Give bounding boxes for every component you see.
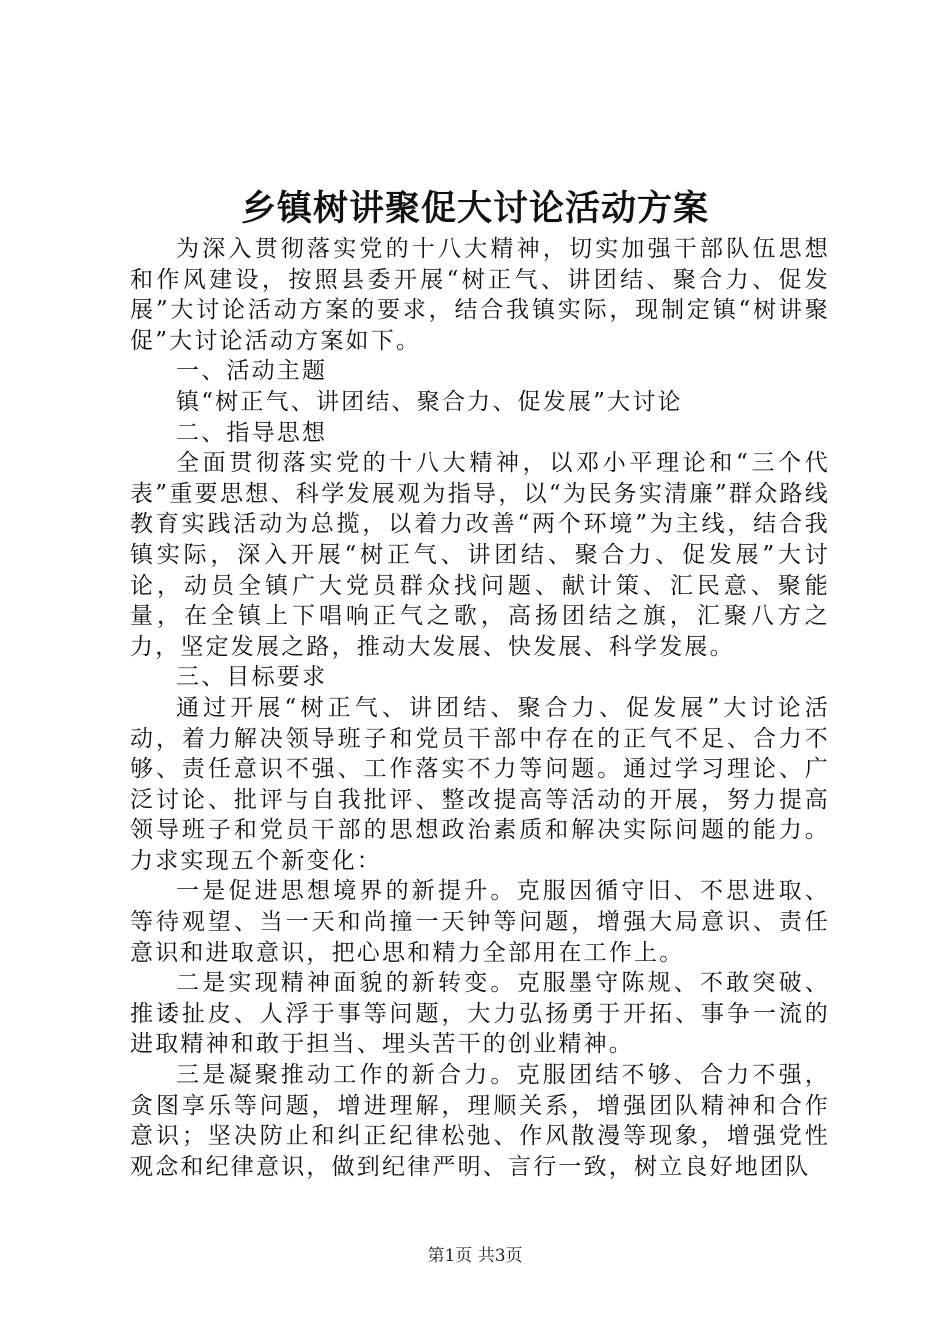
guiding-ideology-paragraph: 全面贯彻落实党的十八大精神，以邓小平理论和“三个代表”重要思想、科学发展观为指导，以“为民务实清廉”群众路线教育实践活动为总揽，以着力改善“两个环境”为主线，结合我镇实际，深入开展“树正气、讲团结、聚合力、促发展”大讨论，动员全镇广大党员群众找问题、献计策、汇民意、聚能量，在全镇上下唱响正气之歌，高扬团结之旗，汇聚八方之力，坚定发展之路，推动大发展、快发展、科学发展。: [130, 450, 830, 660]
goal-item-2-paragraph: 二是实现精神面貌的新转变。克服墨守陈规、不敢突破、推诿扯皮、人浮于事等问题，大力弘扬勇于开拓、事争一流的进取精神和敢于担当、埋头苦干的创业精神。: [130, 970, 830, 1058]
document-body: [130, 234, 830, 1182]
document-title: 乡镇树讲聚促大讨论活动方案: [240, 188, 709, 229]
section-heading-guiding-ideology: 二、指导思想: [176, 419, 328, 446]
intro-paragraph: 为深入贯彻落实党的十八大精神，切实加强干部队伍思想和作风建设，按照县委开展“树正气、讲团结、聚合力、促发展”大讨论活动方案的要求，结合我镇实际，现制定镇“树讲聚促”大讨论活动方案如下。: [130, 236, 830, 354]
theme-paragraph: 镇“树正气、讲团结、聚合力、促发展”大讨论: [176, 388, 683, 415]
goals-paragraph: 通过开展“树正气、讲团结、聚合力、促发展”大讨论活动，着力解决领导班子和党员干部中存在的正气不足、合力不够、责任意识不强、工作落实不力等问题。通过学习理论、广泛讨论、批评与自我批评、整改提高等活动的开展，努力提高领导班子和党员干部的思想政治素质和解决实际问题的能力。力求实现五个新变化：: [130, 694, 830, 874]
section-heading-goals: 三、目标要求: [176, 664, 328, 691]
section-heading-theme: 一、活动主题: [176, 358, 328, 385]
goal-item-3-paragraph: 三是凝聚推动工作的新合力。克服团结不够、合力不强，贪图享乐等问题，增进理解，理顺关系，增强团队精神和合作意识；坚决防止和纠正纪律松弛、作风散漫等现象，增强党性观念和纪律意识，做到纪律严明、言行一致，树立良好地团队: [130, 1062, 830, 1180]
goal-item-1-paragraph: 一是促进思想境界的新提升。克服因循守旧、不思进取、等待观望、当一天和尚撞一天钟等问题，增强大局意识、责任意识和进取意识，把心思和精力全部用在工作上。: [130, 878, 830, 966]
page-number-footer: 第1页 共3页: [427, 1246, 523, 1266]
